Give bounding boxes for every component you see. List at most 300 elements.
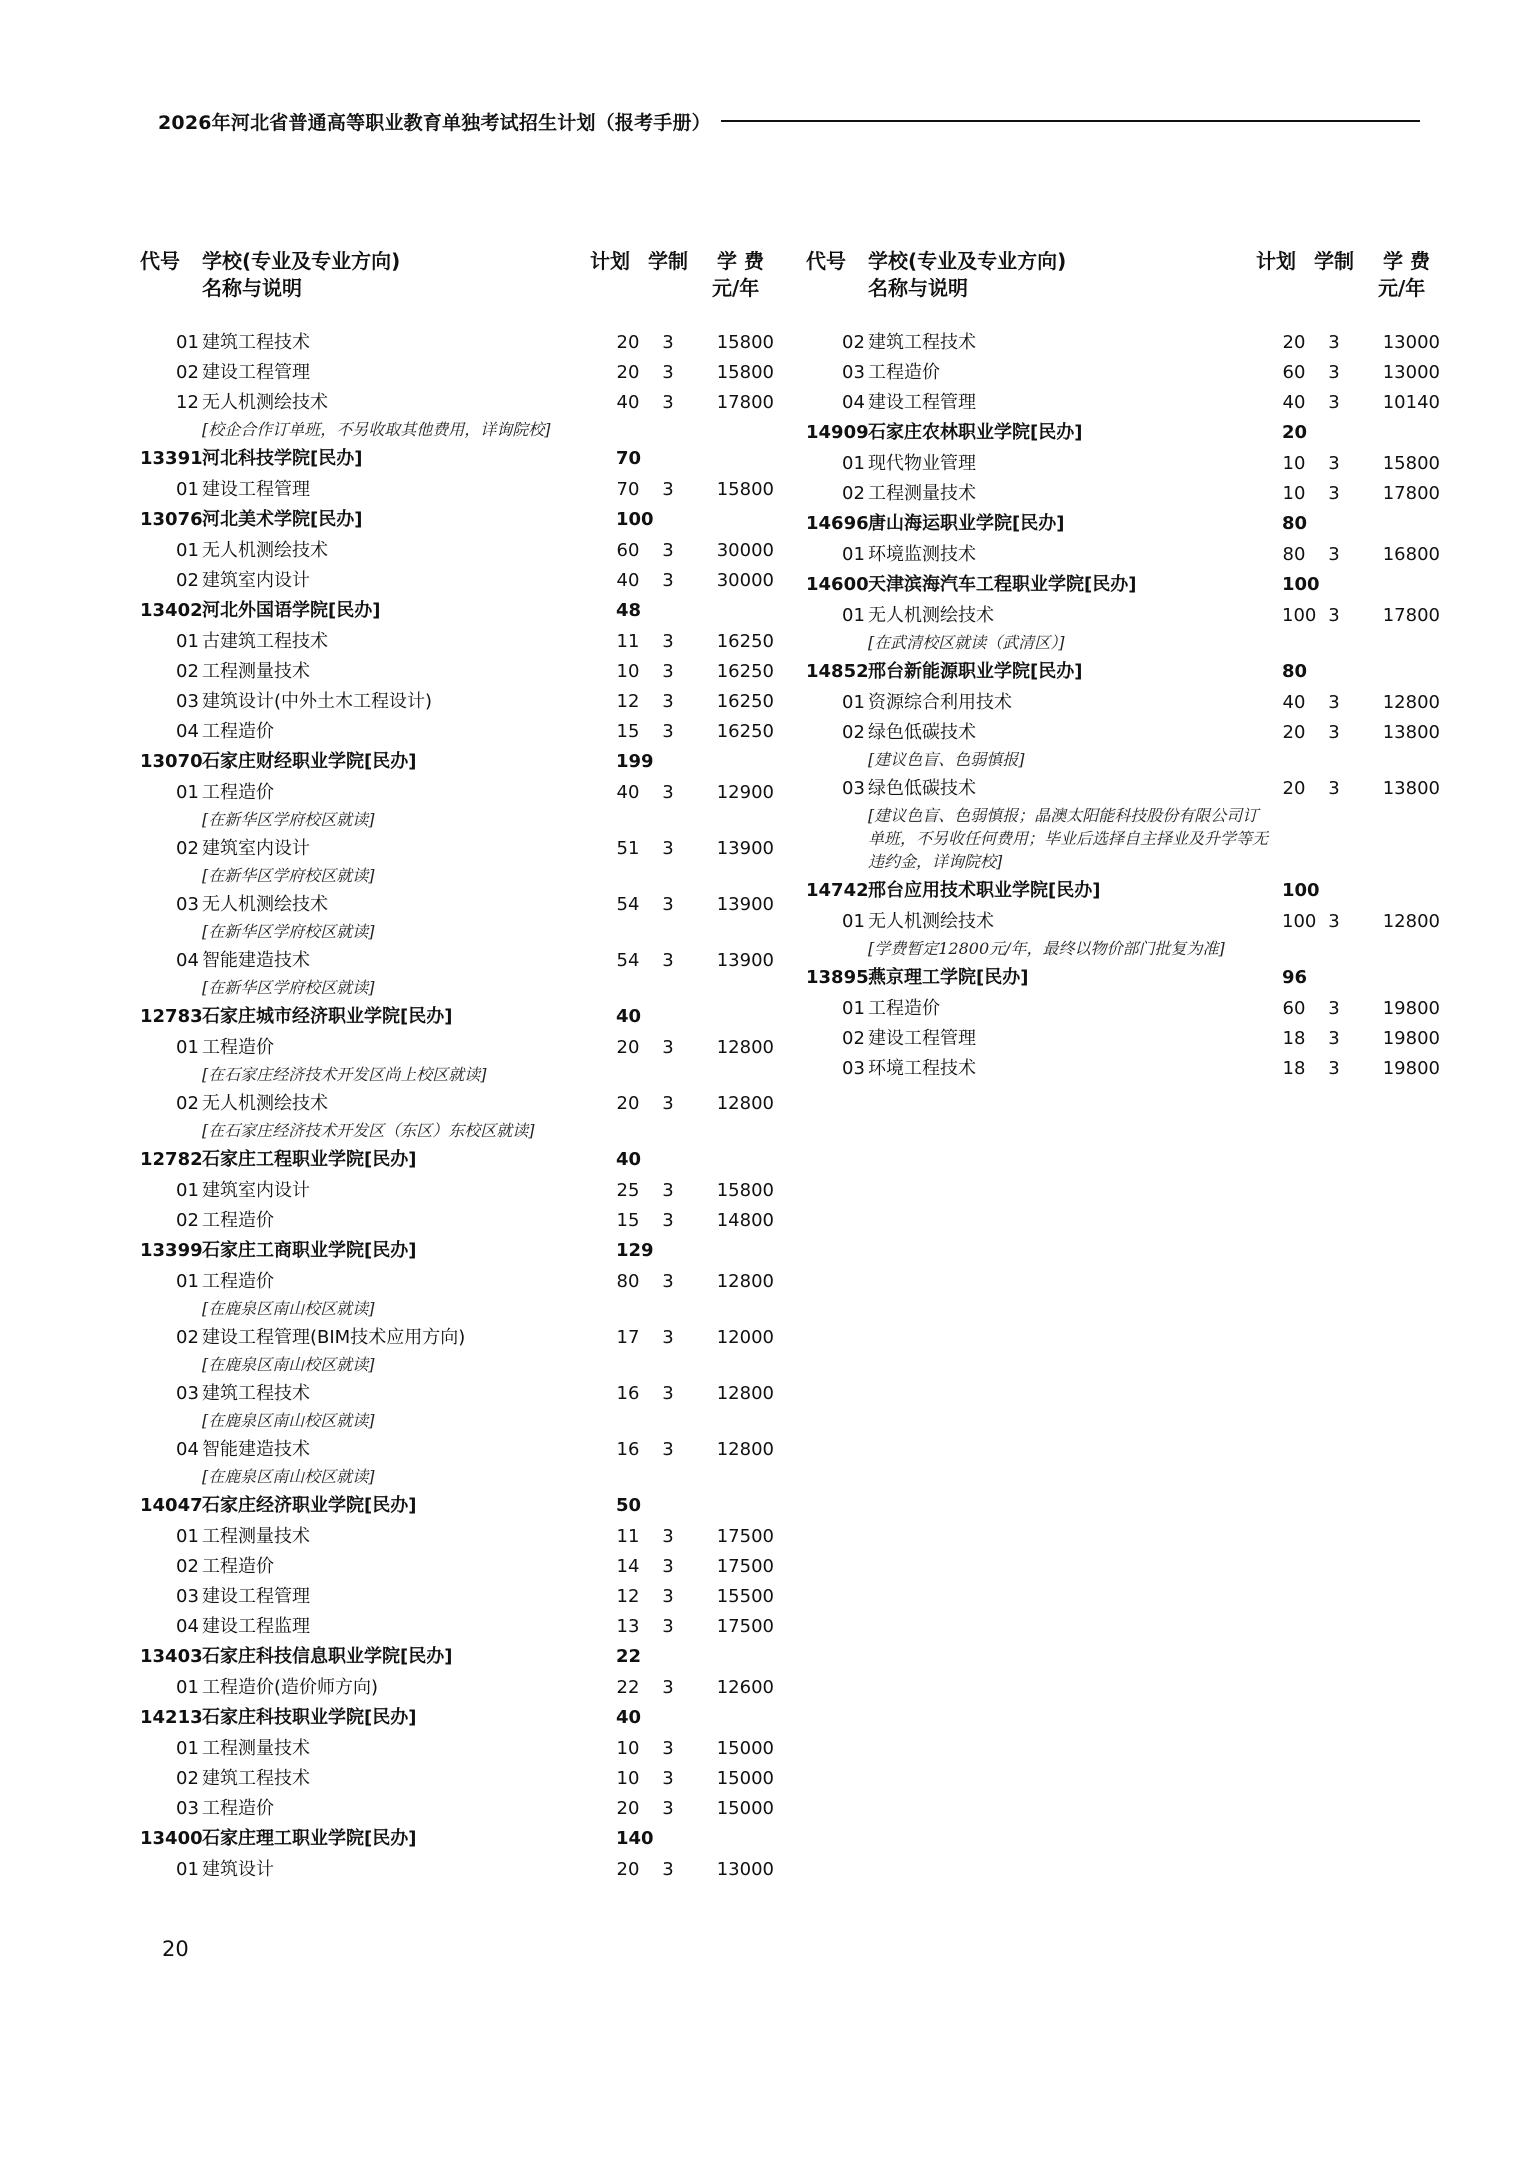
program-name: 工程测量技术: [202, 1526, 310, 1547]
program-plan: 20: [616, 332, 640, 353]
institution-plan: 100: [1282, 880, 1320, 901]
program-number: 01: [176, 1738, 199, 1759]
program-name: 绿色低碳技术: [868, 778, 976, 799]
institution-row: [140, 1145, 780, 1176]
institution-code: 13403: [140, 1646, 203, 1667]
program-years: 3: [662, 392, 674, 413]
program-note: [校企合作订单班，不另收取其他费用，详询院校]: [202, 420, 551, 439]
program-name: 建筑室内设计: [202, 570, 310, 591]
header-plan: 计划: [590, 249, 630, 273]
program-plan: 18: [1282, 1028, 1306, 1049]
program-name: 建设工程管理: [202, 479, 310, 500]
program-row: [140, 388, 780, 418]
institution-code: 13070: [140, 751, 203, 772]
institution-name: 河北外国语学院[民办]: [202, 600, 381, 621]
program-years: 3: [1328, 332, 1340, 353]
institution-plan: 140: [616, 1828, 654, 1849]
program-note: [在武清校区就读（武清区）]: [868, 633, 1065, 652]
header-code: 代号: [806, 249, 846, 273]
program-years: 3: [1328, 605, 1340, 626]
program-plan: 15: [616, 1210, 640, 1231]
program-row: [806, 1054, 1446, 1084]
program-years: 3: [662, 540, 674, 561]
program-plan: 100: [1282, 911, 1317, 932]
program-years: 3: [662, 1556, 674, 1577]
program-fee: 13800: [1382, 722, 1440, 743]
program-plan: 10: [1282, 453, 1306, 474]
program-number: 04: [176, 1439, 199, 1460]
institution-row: [140, 747, 780, 778]
program-row: [140, 1582, 780, 1612]
institution-row: [806, 570, 1446, 601]
program-name: 环境监测技术: [868, 544, 976, 565]
program-name: 智能建造技术: [202, 950, 310, 971]
institution-row: [140, 1491, 780, 1522]
program-row: [806, 774, 1446, 804]
institution-code: 14742: [806, 880, 869, 901]
program-plan: 11: [616, 1526, 640, 1547]
program-row: [140, 1267, 780, 1297]
program-name: 绿色低碳技术: [868, 722, 976, 743]
program-fee: 30000: [716, 570, 774, 591]
header-fee: 学 费: [1383, 249, 1430, 273]
program-fee: 12800: [716, 1439, 774, 1460]
table-header-right: [806, 248, 1446, 328]
program-number: 04: [842, 392, 865, 413]
program-note: [在新华区学府校区就读]: [202, 810, 375, 829]
program-row: [806, 479, 1446, 509]
program-name: 工程造价: [202, 1210, 274, 1231]
institution-row: [806, 876, 1446, 907]
program-plan: 54: [616, 894, 640, 915]
program-fee: 12800: [1382, 692, 1440, 713]
header-fee-unit: 元/年: [712, 276, 760, 300]
program-fee: 19800: [1382, 1028, 1440, 1049]
institution-plan: 100: [616, 509, 654, 530]
program-name: 无人机测绘技术: [868, 605, 994, 626]
program-row: [140, 946, 780, 976]
program-name: 建筑室内设计: [202, 1180, 310, 1201]
program-number: 01: [842, 453, 865, 474]
program-plan: 11: [616, 631, 640, 652]
program-years: 3: [662, 631, 674, 652]
program-years: 3: [662, 1738, 674, 1759]
page-header: [158, 104, 1420, 138]
program-plan: 16: [616, 1439, 640, 1460]
program-note: [学费暂定12800元/年，最终以物价部门批复为准]: [868, 939, 1225, 958]
program-fee: 13000: [1382, 332, 1440, 353]
program-plan: 13: [616, 1616, 640, 1637]
program-fee: 30000: [716, 540, 774, 561]
program-plan: 60: [1282, 998, 1306, 1019]
program-row: [140, 1794, 780, 1824]
program-fee: 15000: [716, 1768, 774, 1789]
program-number: 02: [176, 1210, 199, 1231]
header-title: 2026年河北省普通高等职业教育单独考试招生计划（报考手册）: [158, 111, 711, 134]
institution-name: 唐山海运职业学院[民办]: [868, 513, 1065, 534]
program-fee: 17500: [716, 1616, 774, 1637]
program-row: [806, 718, 1446, 748]
program-name: 无人机测绘技术: [202, 1093, 328, 1114]
program-years: 3: [662, 362, 674, 383]
institution-name: 石家庄理工职业学院[民办]: [202, 1828, 417, 1849]
institution-plan: 40: [616, 1006, 642, 1027]
program-years: 3: [662, 782, 674, 803]
program-note: [建议色盲、色弱慎报；晶澳太阳能科技股份有限公司订单班，不另收任何费用；毕业后选择自主择业及升学等无违约金，详询院校]: [868, 806, 1269, 871]
program-years: 3: [662, 1180, 674, 1201]
program-number: 01: [176, 1526, 199, 1547]
program-row: [140, 1552, 780, 1582]
program-number: 01: [176, 332, 199, 353]
program-years: 3: [662, 1271, 674, 1292]
program-note: [在新华区学府校区就读]: [202, 922, 375, 941]
institution-code: 12782: [140, 1149, 203, 1170]
program-row: [140, 328, 780, 358]
program-note: [在石家庄经济技术开发区（东区）东校区就读]: [202, 1121, 535, 1140]
program-number: 01: [176, 1271, 199, 1292]
program-fee: 12800: [716, 1037, 774, 1058]
institution-code: 13400: [140, 1828, 203, 1849]
program-name: 建筑设计(中外土木工程设计): [202, 691, 433, 712]
program-name: 工程造价(造价师方向): [202, 1677, 379, 1698]
program-fee: 19800: [1382, 1058, 1440, 1079]
program-years: 3: [662, 721, 674, 742]
program-note: [在石家庄经济技术开发区尚上校区就读]: [202, 1065, 487, 1084]
institution-code: 13399: [140, 1240, 203, 1261]
program-years: 3: [662, 1383, 674, 1404]
program-fee: 12800: [1382, 911, 1440, 932]
program-note: [在新华区学府校区就读]: [202, 978, 375, 997]
program-number: 02: [176, 838, 199, 859]
program-name: 无人机测绘技术: [202, 540, 328, 561]
program-name: 无人机测绘技术: [202, 894, 328, 915]
program-plan: 80: [616, 1271, 640, 1292]
institution-plan: 96: [1282, 967, 1308, 988]
header-name: 学校(专业及专业方向): [868, 249, 1067, 273]
program-name: 工程造价: [202, 1556, 274, 1577]
institution-plan: 40: [616, 1707, 642, 1728]
program-number: 04: [176, 1616, 199, 1637]
program-plan: 40: [1282, 392, 1306, 413]
program-number: 01: [176, 782, 199, 803]
program-number: 01: [176, 1180, 199, 1201]
program-number: 03: [176, 691, 199, 712]
program-number: 01: [176, 479, 199, 500]
institution-code: 12783: [140, 1006, 203, 1027]
program-years: 3: [1328, 453, 1340, 474]
program-number: 03: [842, 778, 865, 799]
program-plan: 40: [616, 392, 640, 413]
program-plan: 70: [616, 479, 640, 500]
program-fee: 17500: [716, 1556, 774, 1577]
program-name: 智能建造技术: [202, 1439, 310, 1460]
program-plan: 40: [1282, 692, 1306, 713]
program-fee: 10140: [1382, 392, 1440, 413]
program-fee: 13800: [1382, 778, 1440, 799]
program-row: [806, 688, 1446, 718]
institution-code: 14852: [806, 661, 869, 682]
institution-plan: 199: [616, 751, 654, 772]
program-plan: 100: [1282, 605, 1317, 626]
program-years: 3: [1328, 911, 1340, 932]
program-plan: 40: [616, 782, 640, 803]
program-row: [140, 1206, 780, 1236]
institution-name: 石家庄工程职业学院[民办]: [202, 1149, 417, 1170]
program-years: 3: [1328, 692, 1340, 713]
institution-row: [140, 1236, 780, 1267]
program-fee: 15800: [716, 362, 774, 383]
program-number: 01: [842, 911, 865, 932]
program-row: [140, 1379, 780, 1409]
institution-plan: 40: [616, 1149, 642, 1170]
program-note: [在鹿泉区南山校区就读]: [202, 1299, 375, 1318]
program-years: 3: [662, 1859, 674, 1880]
institution-plan: 22: [616, 1646, 642, 1667]
institution-code: 13076: [140, 509, 203, 530]
program-number: 01: [176, 540, 199, 561]
program-fee: 19800: [1382, 998, 1440, 1019]
institution-name: 河北科技学院[民办]: [202, 448, 363, 469]
institution-row: [140, 1824, 780, 1855]
program-years: 3: [662, 479, 674, 500]
program-years: 3: [662, 838, 674, 859]
program-plan: 60: [1282, 362, 1306, 383]
program-plan: 20: [1282, 722, 1306, 743]
program-name: 建筑工程技术: [868, 332, 976, 353]
program-name: 建设工程监理: [202, 1616, 310, 1637]
program-name: 建筑工程技术: [202, 332, 310, 353]
institution-name: 石家庄经济职业学院[民办]: [202, 1495, 417, 1516]
program-years: 3: [662, 950, 674, 971]
program-row: [140, 1855, 780, 1885]
program-note: [建议色盲、色弱慎报]: [868, 750, 1025, 769]
program-fee: 16250: [716, 631, 774, 652]
institution-code: 13895: [806, 967, 869, 988]
program-years: 3: [662, 1586, 674, 1607]
left-column: [140, 248, 780, 1885]
program-row: [806, 328, 1446, 358]
program-number: 02: [176, 661, 199, 682]
program-name: 无人机测绘技术: [868, 911, 994, 932]
header-years: 学制: [648, 249, 688, 273]
program-years: 3: [1328, 392, 1340, 413]
program-fee: 17800: [1382, 605, 1440, 626]
program-name: 无人机测绘技术: [202, 392, 328, 413]
program-row: [140, 627, 780, 657]
program-years: 3: [1328, 483, 1340, 504]
program-number: 01: [176, 631, 199, 652]
program-number: 02: [176, 1768, 199, 1789]
program-plan: 80: [1282, 544, 1306, 565]
program-name: 建筑工程技术: [202, 1768, 310, 1789]
program-fee: 13000: [716, 1859, 774, 1880]
program-name: 建设工程管理(BIM技术应用方向): [202, 1327, 466, 1348]
program-name: 环境工程技术: [868, 1058, 976, 1079]
program-fee: 15500: [716, 1586, 774, 1607]
program-plan: 17: [616, 1327, 640, 1348]
program-name: 现代物业管理: [868, 453, 976, 474]
program-fee: 13000: [1382, 362, 1440, 383]
program-years: 3: [662, 1616, 674, 1637]
program-row: [140, 1033, 780, 1063]
program-plan: 14: [616, 1556, 640, 1577]
program-row: [140, 1176, 780, 1206]
program-name: 工程造价: [868, 362, 940, 383]
program-years: 3: [662, 1526, 674, 1547]
program-number: 03: [176, 894, 199, 915]
program-fee: 15000: [716, 1798, 774, 1819]
program-fee: 17800: [716, 392, 774, 413]
header-name: 学校(专业及专业方向): [202, 249, 401, 273]
program-fee: 14800: [716, 1210, 774, 1231]
program-fee: 16800: [1382, 544, 1440, 565]
program-note: [在鹿泉区南山校区就读]: [202, 1467, 375, 1486]
program-number: 01: [842, 692, 865, 713]
right-column: [806, 248, 1446, 1084]
program-row: [140, 1734, 780, 1764]
institution-plan: 50: [616, 1495, 642, 1516]
program-fee: 15000: [716, 1738, 774, 1759]
header-plan: 计划: [1256, 249, 1296, 273]
right-rows: [806, 328, 1446, 1084]
program-plan: 22: [616, 1677, 640, 1698]
program-row: [140, 1764, 780, 1794]
program-row: [140, 778, 780, 808]
program-fee: 13900: [716, 950, 774, 971]
program-row: [806, 1024, 1446, 1054]
program-fee: 12900: [716, 782, 774, 803]
program-plan: 60: [616, 540, 640, 561]
program-note: [在鹿泉区南山校区就读]: [202, 1411, 375, 1430]
program-plan: 10: [616, 1738, 640, 1759]
program-years: 3: [662, 570, 674, 591]
program-name: 工程测量技术: [868, 483, 976, 504]
program-fee: 17500: [716, 1526, 774, 1547]
program-row: [140, 890, 780, 920]
program-name: 工程造价: [868, 998, 940, 1019]
program-number: 01: [842, 605, 865, 626]
program-name: 建设工程管理: [868, 1028, 976, 1049]
program-name: 古建筑工程技术: [202, 631, 328, 652]
institution-name: 石家庄农林职业学院[民办]: [868, 422, 1083, 443]
program-name: 建设工程管理: [202, 362, 310, 383]
program-row: [140, 1089, 780, 1119]
program-name: 工程造价: [202, 1271, 274, 1292]
institution-plan: 80: [1282, 513, 1308, 534]
program-fee: 16250: [716, 661, 774, 682]
program-name: 建设工程管理: [868, 392, 976, 413]
institution-plan: 100: [1282, 574, 1320, 595]
program-number: 03: [176, 1798, 199, 1819]
program-years: 3: [662, 332, 674, 353]
institution-name: 天津滨海汽车工程职业学院[民办]: [868, 574, 1137, 595]
header-fee: 学 费: [717, 249, 764, 273]
institution-code: 13402: [140, 600, 203, 621]
program-number: 02: [842, 483, 865, 504]
program-years: 3: [662, 1327, 674, 1348]
program-fee: 12800: [716, 1093, 774, 1114]
program-row: [806, 388, 1446, 418]
institution-name: 石家庄城市经济职业学院[民办]: [202, 1006, 453, 1027]
program-number: 03: [842, 362, 865, 383]
institution-name: 邢台新能源职业学院[民办]: [868, 661, 1083, 682]
program-number: 02: [842, 1028, 865, 1049]
program-years: 3: [662, 1093, 674, 1114]
program-row: [806, 907, 1446, 937]
institution-code: 14909: [806, 422, 869, 443]
program-fee: 12800: [716, 1383, 774, 1404]
program-fee: 12800: [716, 1271, 774, 1292]
program-number: 02: [176, 362, 199, 383]
program-fee: 15800: [1382, 453, 1440, 474]
program-plan: 10: [616, 661, 640, 682]
program-row: [140, 1673, 780, 1703]
institution-row: [140, 1642, 780, 1673]
header-years: 学制: [1314, 249, 1354, 273]
header-name-sub: 名称与说明: [202, 276, 302, 300]
program-plan: 20: [616, 1798, 640, 1819]
program-number: 12: [176, 392, 199, 413]
program-name: 工程造价: [202, 1037, 274, 1058]
institution-plan: 80: [1282, 661, 1308, 682]
program-row: [140, 475, 780, 505]
program-fee: 15800: [716, 479, 774, 500]
institution-name: 石家庄科技职业学院[民办]: [202, 1707, 417, 1728]
header-name-sub: 名称与说明: [868, 276, 968, 300]
program-plan: 20: [1282, 332, 1306, 353]
program-fee: 12600: [716, 1677, 774, 1698]
institution-plan: 20: [1282, 422, 1308, 443]
program-row: [140, 657, 780, 687]
program-number: 02: [176, 1093, 199, 1114]
program-plan: 51: [616, 838, 640, 859]
program-plan: 16: [616, 1383, 640, 1404]
program-plan: 12: [616, 1586, 640, 1607]
table-header-left: [140, 248, 780, 328]
program-row: [806, 601, 1446, 631]
institution-plan: 70: [616, 448, 642, 469]
program-row: [140, 536, 780, 566]
institution-plan: 129: [616, 1240, 654, 1261]
program-years: 3: [1328, 998, 1340, 1019]
institution-code: 14213: [140, 1707, 203, 1728]
program-fee: 13900: [716, 894, 774, 915]
institution-row: [140, 444, 780, 475]
program-name: 资源综合利用技术: [868, 692, 1012, 713]
program-years: 3: [662, 661, 674, 682]
program-plan: 20: [616, 1093, 640, 1114]
institution-code: 14696: [806, 513, 869, 534]
institution-row: [140, 1002, 780, 1033]
program-plan: 15: [616, 721, 640, 742]
institution-row: [140, 1703, 780, 1734]
program-number: 01: [176, 1859, 199, 1880]
institution-row: [140, 596, 780, 627]
program-number: 01: [842, 544, 865, 565]
program-name: 工程测量技术: [202, 661, 310, 682]
program-number: 01: [842, 998, 865, 1019]
program-fee: 16250: [716, 721, 774, 742]
program-number: 02: [176, 1327, 199, 1348]
program-name: 建筑室内设计: [202, 838, 310, 859]
institution-row: [140, 505, 780, 536]
program-plan: 20: [616, 1859, 640, 1880]
institution-row: [806, 963, 1446, 994]
program-fee: 16250: [716, 691, 774, 712]
program-plan: 20: [616, 1037, 640, 1058]
program-years: 3: [662, 894, 674, 915]
program-row: [806, 358, 1446, 388]
